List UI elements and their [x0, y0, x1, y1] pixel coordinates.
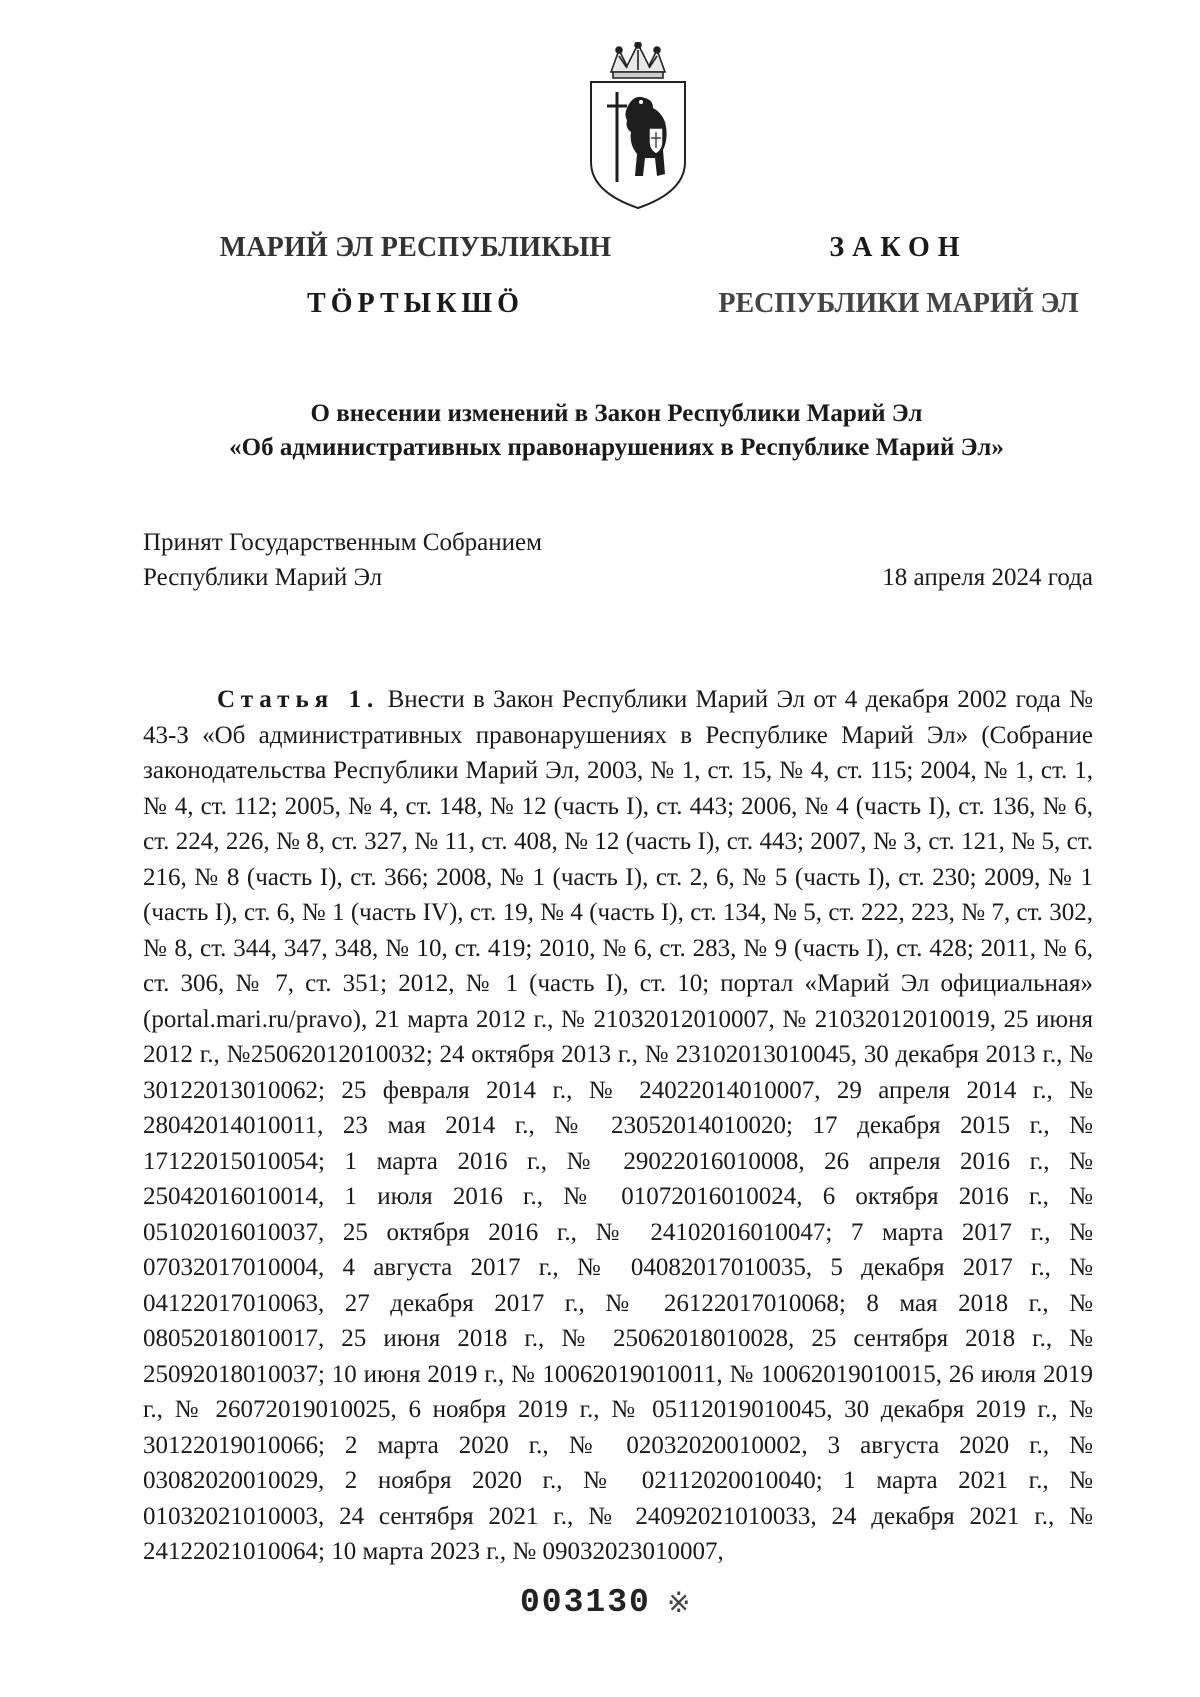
article-1-text: Внести в Закон Республики Марий Эл от 4 декабря 2002 года № 43-З «Об административных правонарушениях в Республике Марий Эл» (Собрание законодательства Республики Марий Эл, 2003, № 1, ст. 15, № 4, ст. 115; 2004, № 1, ст. 1, № 4, ст. 112; 2005, № 4, ст. 148, № 12 (часть I), ст. 443; 2006, № 4 (часть I), ст. 136, № 6, ст. 224, 226, № 8, ст. 327, № 11, ст. 408, № 12 (часть I), ст. 443; 2007, № 3, ст. 121, № 5, ст. 216, № 8 (часть I), ст. 366; 2008, № 1 (часть I), ст. 2, 6, № 5 (часть I), ст. 230; 2009, № 1 (часть I), ст. 6, № 1 (часть IV), ст. 19, № 4 (часть I), ст. 134, № 5, ст. 222, 223, № 7, ст. 302, № 8, ст. 344, 347, 348, № 10, ст. 419; 2010, № 6, ст. 283, № 9 (часть I), ст. 428; 2011, № 6, ст. 306, № 7, ст. 351; 2012, № 1 (часть I), ст. 10; портал «Марий Эл официальная» (portal.mari.ru/pravo), 21 марта 2012 г., № 21032012010007, № 21032012010019, 25 июня 2012 г., №25062012010032; 24 октября 2013 г., № 23102013010045, 30 декабря 2013 г., № 30122013010062; 25 февраля 2014 г., № 24022014010007, 29 апреля 2014 г., № 28042014010011, 23 мая 2014 г., № 23052014010020; 17 декабря 2015 г., № 17122015010054; 1 марта 2016 г., № 29022016010008, 26 апреля 2016 г., № 25042016010014, 1 июля 2016 г., № 01072016010024, 6 октября 2016 г., № 05102016010037, 25 октября 2016 г., № 24102016010047; 7 марта 2017 г., № 07032017010004, 4 августа 2017 г., № 04082017010035, 5 декабря 2017 г., № 04122017010063, 27 декабря 2017 г., № 26122017010068; 8 мая 2018 г., № 08052018010017, 25 июня 2018 г., № 25062018010028, 25 сентября 2018 г., № 25092018010037; 10 июня 2019 г., № 10062019010011, № 10062019010015, 26 июля 2019 г., № 26072019010025, 6 ноября 2019 г., № 05112019010045, 30 декабря 2019 г., № 30122019010066; 2 марта 2020 г., № 02032020010002, 3 августа 2020 г., № 03082020010029, 2 ноября 2020 г., № 02112020010040; 1 марта 2021 г., № 01032021010003, 24 сентября 2021 г., № 24092021010033, 24 декабря 2021 г., № 24122021010064; 10 марта 2023 г., № 09032023010007,	[143, 686, 1093, 1565]
law-title-line1: О внесении изменений в Закон Республики Марий Эл	[310, 400, 923, 427]
adoption-date: 18 апреля 2024 года	[882, 564, 1093, 591]
header-right-line1: ЗАКОН	[829, 232, 968, 263]
header-right-line2: РЕСПУБЛИКИ МАРИЙ ЭЛ	[718, 288, 1079, 319]
header-left-line1: МАРИЙ ЭЛ РЕСПУБЛИКЫН	[219, 232, 612, 263]
adoption-block	[143, 525, 1093, 595]
article-1	[143, 682, 1093, 1570]
adoption-line2: Республики Марий Эл	[143, 564, 383, 591]
law-title-line2: «Об административных правонарушениях в Республике Марий Эл»	[229, 434, 1004, 461]
document-serial-number: 003130	[520, 1584, 651, 1621]
article-1-label: Статья 1.	[217, 686, 380, 713]
adoption-line1: Принят Государственным Собранием	[143, 529, 542, 556]
serial-mark-icon: ※	[667, 1588, 691, 1619]
law-title	[140, 397, 1093, 465]
coat-of-arms-icon	[583, 42, 693, 212]
header-left-line2: ТӦРТЫКШӦ	[307, 288, 524, 319]
